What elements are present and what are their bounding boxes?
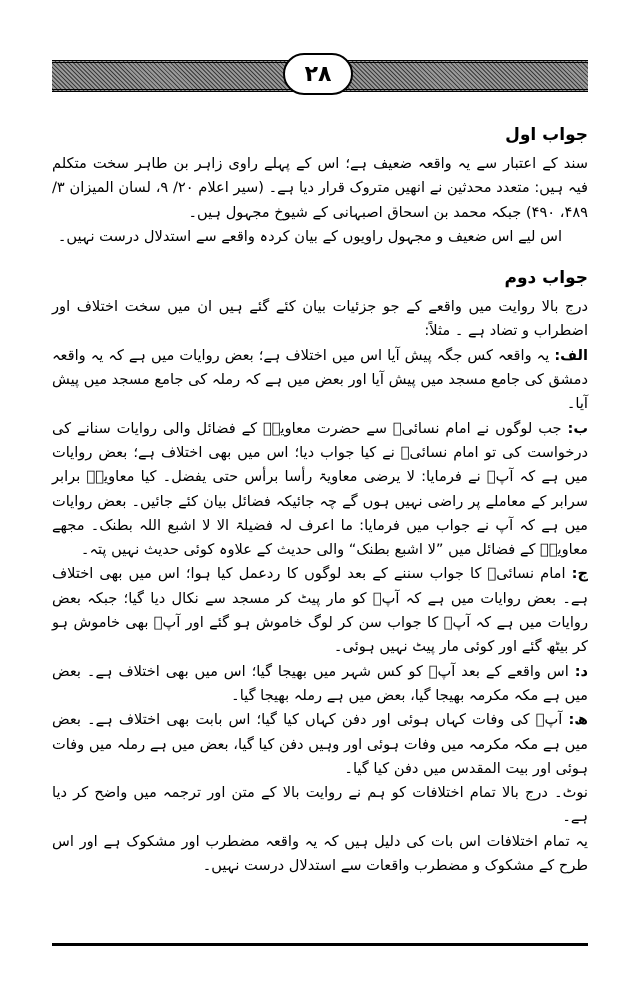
list-item-jeem	[52, 562, 588, 659]
list-item-label: الف:	[554, 346, 589, 364]
conclusion-paragraph: یہ تمام اختلافات اس بات کی دلیل ہیں کہ یہ واقعہ مضطرب اور مشکوک ہے اور اس طرح کے مشکوک و مضطرب واقعات سے استدلال درست نہیں۔	[52, 832, 588, 875]
page-number: ۲۸	[304, 61, 332, 87]
list-item-text: آپؒ کی وفات کہاں ہوئی اور دفن کہاں کیا گیا؛ اس بابت بھی اختلاف ہے۔ بعض میں ہے مکہ مکرمہ میں وفات ہوئی اور وہیں دفن کیا گیا، بعض میں ہے رملہ میں وفات ہوئی اور بیت المقدس میں دفن کیا گیا۔	[52, 711, 588, 777]
list-item-label: ب:	[567, 419, 588, 437]
list-item-daal	[52, 660, 588, 709]
note-paragraph: نوٹ۔ درج بالا تمام اختلافات کو ہم نے روایت بالا کے متن اور ترجمہ میں واضح کر دیا ہے۔	[52, 784, 588, 826]
section2-intro: درج بالا روایت میں واقعے کے جو جزئیات بیان کئے گئے ہیں ان میں سخت اختلاف اور اضطراب و تضاد ہے ۔ مثلاً:	[52, 298, 588, 340]
list-item-bay	[52, 417, 588, 563]
list-item-text: یہ واقعہ کس جگہ پیش آیا اس میں اختلاف ہے؛ بعض روایات میں ہے کہ یہ واقعہ دمشق کی جامع مسجد میں پیش آیا اور بعض میں ہے کہ رملہ کی جامع مسجد میں پیش آیا۔	[52, 346, 588, 413]
footer-rule	[52, 943, 588, 946]
list-item-alif	[52, 344, 588, 417]
page-number-badge	[283, 53, 353, 95]
page-content	[52, 116, 588, 878]
list-item-text: اس واقعے کے بعد آپؒ کو کس شہر میں بھیجا گیا؛ اس میں بھی اختلاف ہے۔ بعض میں ہے مکہ مکرمہ بھیجا گیا، بعض میں ہے رملہ بھیجا گیا۔	[52, 662, 588, 704]
list-item-label: ج:	[571, 565, 589, 583]
section1-paragraph: سند کے اعتبار سے یہ واقعہ ضعیف ہے؛ اس کے پہلے راوی زاہر بن طاہر سخت متکلم فیہ ہیں: متعدد محدثین نے انھیں متروک قرار دیا ہے۔ (سیر اعلام ۲۰/ ۹، لسان المیزان ۳/ ۴۸۹، ۴۹۰) جبکہ محمد بن اسحاق اصبہانی کے شیوخ مجہول ہیں۔	[52, 155, 588, 221]
section1-heading: جواب اول	[505, 125, 588, 145]
list-item-label: ھ:	[568, 711, 588, 729]
section2-heading: جواب دوم	[504, 268, 588, 289]
list-item-text: امام نسائیؒ کا جواب سننے کے بعد لوگوں کا ردعمل کیا ہوا؛ اس میں بھی اختلاف ہے۔ بعض روایات میں ہے کہ آپؒ کو مار پیٹ کر مسجد سے نکال دیا گیا؛ جبکہ بعض روایات میں ہے کہ آپؒ کا جواب سن کر لوگ خاموش ہو گئے اور آپؒ بھی خاموش ہو کر بیٹھ گئے اور کوئی مار پیٹ نہیں ہوئی۔	[52, 565, 588, 656]
list-item-label: د:	[574, 662, 589, 680]
list-item-hay	[52, 708, 588, 781]
section1-conclusion: اس لیے اس ضعیف و مجہول راویوں کے بیان کردہ واقعے سے استدلال درست نہیں۔	[57, 227, 562, 245]
list-item-text: جب لوگوں نے امام نسائیؒ سے حضرت معاویہؓ کے فضائل والی روایات سنانے کی درخواست کی تو امام نسائیؒ نے کیا جواب دیا؛ اس میں بھی اختلاف ہے؛ بعض روایات میں ہے کہ آپؒ نے فرمایا: لا یرضی معاویۃ رأسا برأس حتی یفضل۔ کیا معاویہؓ برابر سرابر کے معاملے پر راضی نہیں ہوں گے چہ جائیکہ فضائل بیان کئے جائیں۔ بعض روایات میں ہے کہ آپ نے جواب میں فرمایا: ما اعرف لہ فضیلۃ الا لا اشبع اللہ بطنک۔ مجھے معاویہؓ کے فضائل میں ”لا اشبع بطنک“ والی حدیث کے علاوہ کوئی حدیث نہیں پتہ۔	[52, 419, 588, 559]
